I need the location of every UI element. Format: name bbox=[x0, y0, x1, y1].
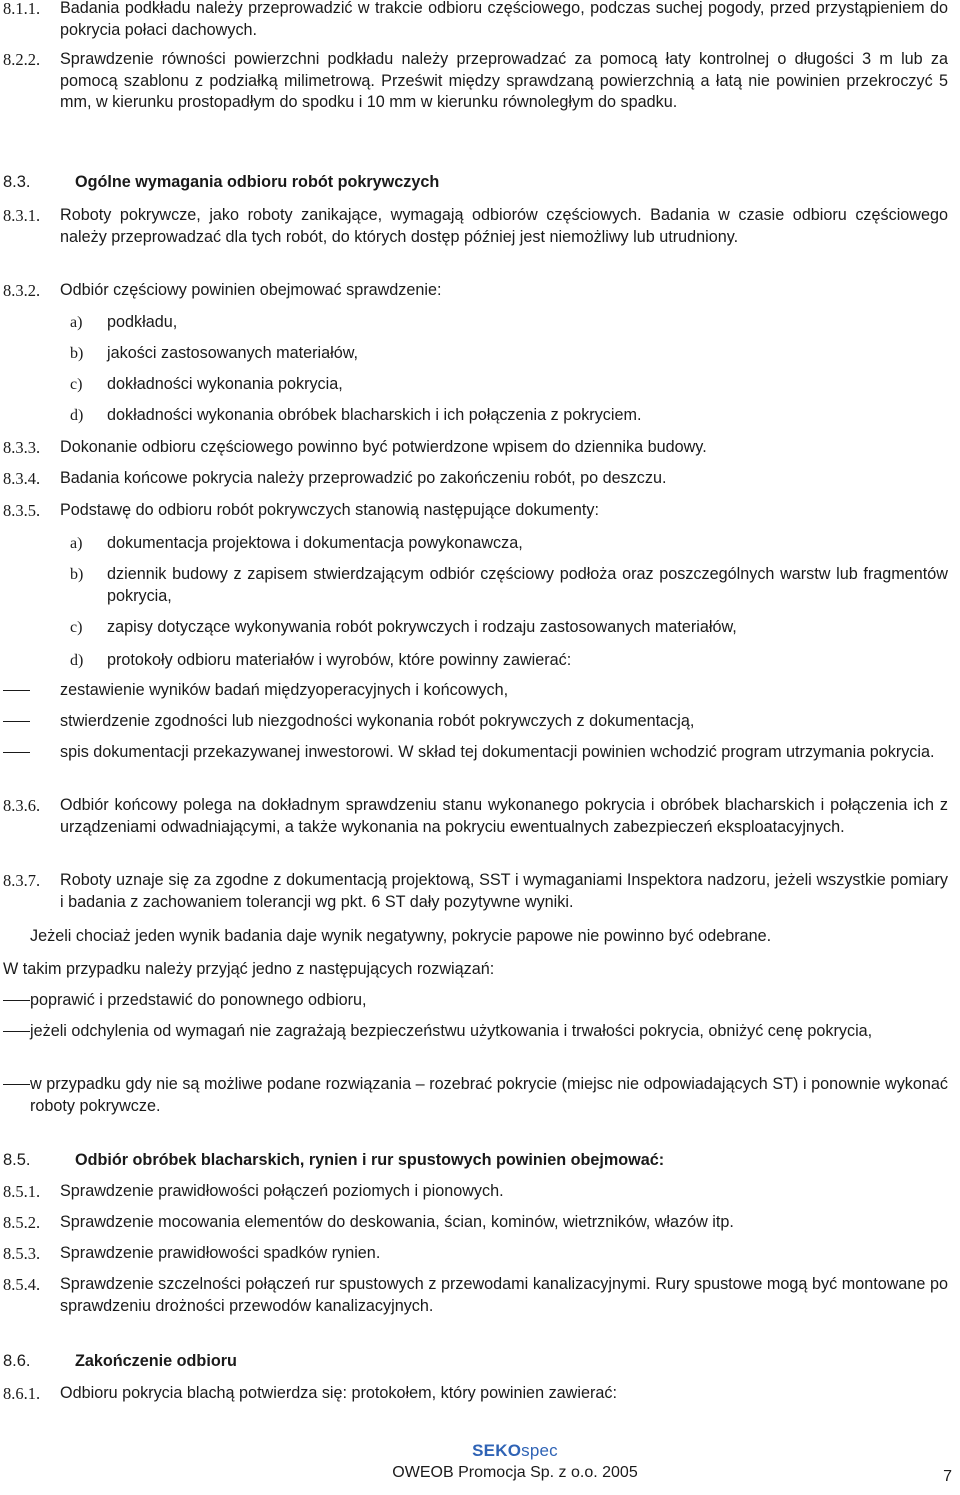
section-number: 8.5.1. bbox=[3, 1182, 41, 1201]
list-text: dziennik budowy z zapisem stwierdzającym odbiór częściowy podłoża oraz poszczególnych warstw lub fragmentów pokrycia, bbox=[107, 565, 948, 605]
section-8-3-4 bbox=[3, 468, 948, 490]
dash-text: w przypadku gdy nie są możliwe podane rozwiązania – rozebrać pokrycie (miejsc nie odpowiadających ST) i ponownie wykonać roboty pokrywcze. bbox=[30, 1075, 948, 1115]
section-number: 8.3.5. bbox=[3, 501, 41, 520]
section-text: Podstawę do odbioru robót pokrywczych stanowią następujące dokumenty: bbox=[60, 501, 599, 519]
list-item bbox=[70, 405, 948, 427]
section-number: 8.5.2. bbox=[3, 1213, 41, 1232]
section-8-3-7 bbox=[3, 870, 948, 913]
section-8-1-1 bbox=[3, 0, 948, 41]
section-text: Odbiór częściowy powinien obejmować sprawdzenie: bbox=[60, 281, 442, 299]
section-heading: Ogólne wymagania odbioru robót pokrywczych bbox=[75, 173, 440, 191]
list-letter: d) bbox=[70, 652, 84, 669]
brand-logo: SEKOspec bbox=[472, 1441, 558, 1460]
section-number: 8.3.2. bbox=[3, 281, 41, 300]
list-letter: c) bbox=[70, 619, 83, 636]
section-8-3-1 bbox=[3, 205, 948, 248]
section-number: 8.6. bbox=[3, 1352, 31, 1370]
section-text: Sprawdzenie prawidłowości spadków rynien. bbox=[60, 1244, 381, 1262]
dash-bullet bbox=[3, 1031, 30, 1032]
section-8-5-3 bbox=[3, 1243, 948, 1265]
dash-bullet bbox=[3, 752, 30, 753]
section-text: Odbiór końcowy polega na dokładnym sprawdzeniu stanu wykonanego pokrycia i obróbek blacharskich i połączenia ich z urządzeniami odwadniającymi, a także wykonania na pokryciu ewentualnych zabezpieczeń eksploatacyjnych. bbox=[60, 796, 948, 836]
footer-brand bbox=[300, 1440, 730, 1463]
list-text: jakości zastosowanych materiałów, bbox=[107, 344, 359, 362]
section-8-5-1 bbox=[3, 1181, 948, 1203]
footer-company: OWEOB Promocja Sp. z o.o. 2005 bbox=[392, 1464, 638, 1481]
dash-bullet bbox=[3, 721, 30, 722]
list-item bbox=[70, 533, 948, 555]
dash-list-item bbox=[3, 680, 948, 702]
section-number: 8.3.6. bbox=[3, 796, 41, 815]
section-8-3-6 bbox=[3, 795, 948, 838]
list-text: zapisy dotyczące wykonywania robót pokrywczych i rodzaju zastosowanych materiałów, bbox=[107, 618, 737, 636]
list-text: dokładności wykonania pokrycia, bbox=[107, 375, 343, 393]
page-number: 7 bbox=[943, 1468, 952, 1485]
list-text: podkładu, bbox=[107, 313, 178, 331]
solutions-intro: W takim przypadku należy przyjąć jedno z następujących rozwiązań: bbox=[3, 960, 495, 978]
section-8-3-5 bbox=[3, 500, 948, 522]
dash-list-item bbox=[3, 742, 948, 764]
negative-result-note: Jeżeli chociaż jeden wynik badania daje wynik negatywny, pokrycie papowe nie powinno być odebrane. bbox=[30, 927, 772, 945]
section-number: 8.5.3. bbox=[3, 1244, 41, 1263]
section-heading: Odbiór obróbek blacharskich, rynien i rur spustowych powinien obejmować: bbox=[75, 1151, 665, 1169]
dash-text: stwierdzenie zgodności lub niezgodności wykonania robót pokrywczych z dokumentacją, bbox=[60, 712, 695, 730]
list-item bbox=[70, 650, 948, 672]
list-letter: d) bbox=[70, 407, 84, 424]
list-text: dokładności wykonania obróbek blacharskich i ich połączenia z pokryciem. bbox=[107, 406, 642, 424]
section-text: Sprawdzenie równości powierzchni podkładu należy przeprowadzać za pomocą łaty kontrolnej o długości 3 m lub za pomocą szablonu z podziałką milimetrową. Prześwit między sprawdzaną powierzchnią a łatą nie powinien przekroczyć 5 mm, w kierunku prostopadłym do spodku i 10 mm w kierunku równoległym do spadku. bbox=[60, 50, 948, 111]
section-text: Badania końcowe pokrycia należy przeprowadzić po zakończeniu robót, po deszczu. bbox=[60, 469, 667, 487]
dash-text: poprawić i przedstawić do ponownego odbioru, bbox=[30, 991, 367, 1009]
section-8-5-2 bbox=[3, 1212, 948, 1234]
heading-8-5 bbox=[3, 1150, 948, 1172]
list-letter: a) bbox=[70, 535, 83, 552]
section-number: 8.3. bbox=[3, 173, 31, 191]
dash-bullet bbox=[3, 690, 30, 691]
section-8-3-2 bbox=[3, 280, 948, 302]
section-number: 8.3.3. bbox=[3, 438, 41, 457]
list-letter: b) bbox=[70, 345, 84, 362]
list-letter: a) bbox=[70, 314, 83, 331]
heading-8-3 bbox=[3, 172, 948, 194]
section-text: Sprawdzenie prawidłowości połączeń poziomych i pionowych. bbox=[60, 1182, 504, 1200]
section-8-3-3 bbox=[3, 437, 948, 459]
section-number: 8.3.4. bbox=[3, 469, 41, 488]
list-item bbox=[70, 374, 948, 396]
list-letter: b) bbox=[70, 566, 84, 583]
section-number: 8.1.1. bbox=[3, 0, 41, 18]
section-text: Roboty uznaje się za zgodne z dokumentacją projektową, SST i wymaganiami Inspektora nadzoru, jeżeli wszystkie pomiary i badania z zachowaniem tolerancji wg pkt. 6 ST dały pozytywne wyniki. bbox=[60, 871, 948, 911]
list-letter: c) bbox=[70, 376, 83, 393]
dash-text: spis dokumentacji przekazywanej inwestorowi. W skład tej dokumentacji powinien wchodzić program utrzymania pokrycia. bbox=[60, 743, 935, 761]
dash-list-item bbox=[3, 711, 948, 733]
section-number: 8.3.1. bbox=[3, 206, 41, 225]
solution-item bbox=[3, 1074, 948, 1117]
section-text: Badania podkładu należy przeprowadzić w trakcie odbioru częściowego, podczas suchej pogody, przed przystąpieniem do pokrycia połaci dachowych. bbox=[60, 0, 948, 39]
section-text: Dokonanie odbioru częściowego powinno być potwierdzone wpisem do dziennika budowy. bbox=[60, 438, 707, 456]
dash-text: jeżeli odchylenia od wymagań nie zagrażają bezpieczeństwu użytkowania i trwałości pokrycia, obniżyć cenę pokrycia, bbox=[30, 1022, 873, 1040]
section-heading: Zakończenie odbioru bbox=[75, 1352, 237, 1370]
section-number: 8.5. bbox=[3, 1151, 31, 1169]
dash-bullet bbox=[3, 1000, 30, 1001]
dash-text: zestawienie wyników badań międzyoperacyjnych i końcowych, bbox=[60, 681, 509, 699]
section-text: Sprawdzenie szczelności połączeń rur spustowych z przewodami kanalizacyjnymi. Rury spustowe mogą być montowane po sprawdzeniu drożności przewodów kanalizacyjnych. bbox=[60, 1275, 948, 1315]
section-text: Odbioru pokrycia blachą potwierdza się: protokołem, który powinien zawierać: bbox=[60, 1384, 617, 1402]
list-item bbox=[70, 564, 948, 607]
solution-item bbox=[3, 1021, 948, 1043]
solution-item bbox=[3, 990, 948, 1012]
dash-bullet bbox=[3, 1084, 30, 1085]
section-number: 8.5.4. bbox=[3, 1275, 41, 1294]
section-number: 8.3.7. bbox=[3, 871, 41, 890]
list-item bbox=[70, 617, 948, 639]
heading-8-6 bbox=[3, 1351, 948, 1373]
section-8-6-1 bbox=[3, 1383, 948, 1405]
section-number: 8.2.2. bbox=[3, 50, 41, 69]
list-item bbox=[70, 343, 948, 365]
section-8-2-2 bbox=[3, 49, 948, 114]
list-text: protokoły odbioru materiałów i wyrobów, które powinny zawierać: bbox=[107, 651, 572, 669]
section-text: Roboty pokrywcze, jako roboty zanikające, wymagają odbiorów częściowych. Badania w czasie odbioru częściowego należy przeprowadzać dla tych robót, do których dostęp później jest niemożliwy lub utrudniony. bbox=[60, 206, 948, 246]
section-number: 8.6.1. bbox=[3, 1384, 41, 1403]
list-text: dokumentacja projektowa i dokumentacja powykonawcza, bbox=[107, 534, 523, 552]
section-8-5-4 bbox=[3, 1274, 948, 1317]
list-item bbox=[70, 312, 948, 334]
section-text: Sprawdzenie mocowania elementów do deskowania, ścian, kominów, wietrzników, włazów itp. bbox=[60, 1213, 734, 1231]
